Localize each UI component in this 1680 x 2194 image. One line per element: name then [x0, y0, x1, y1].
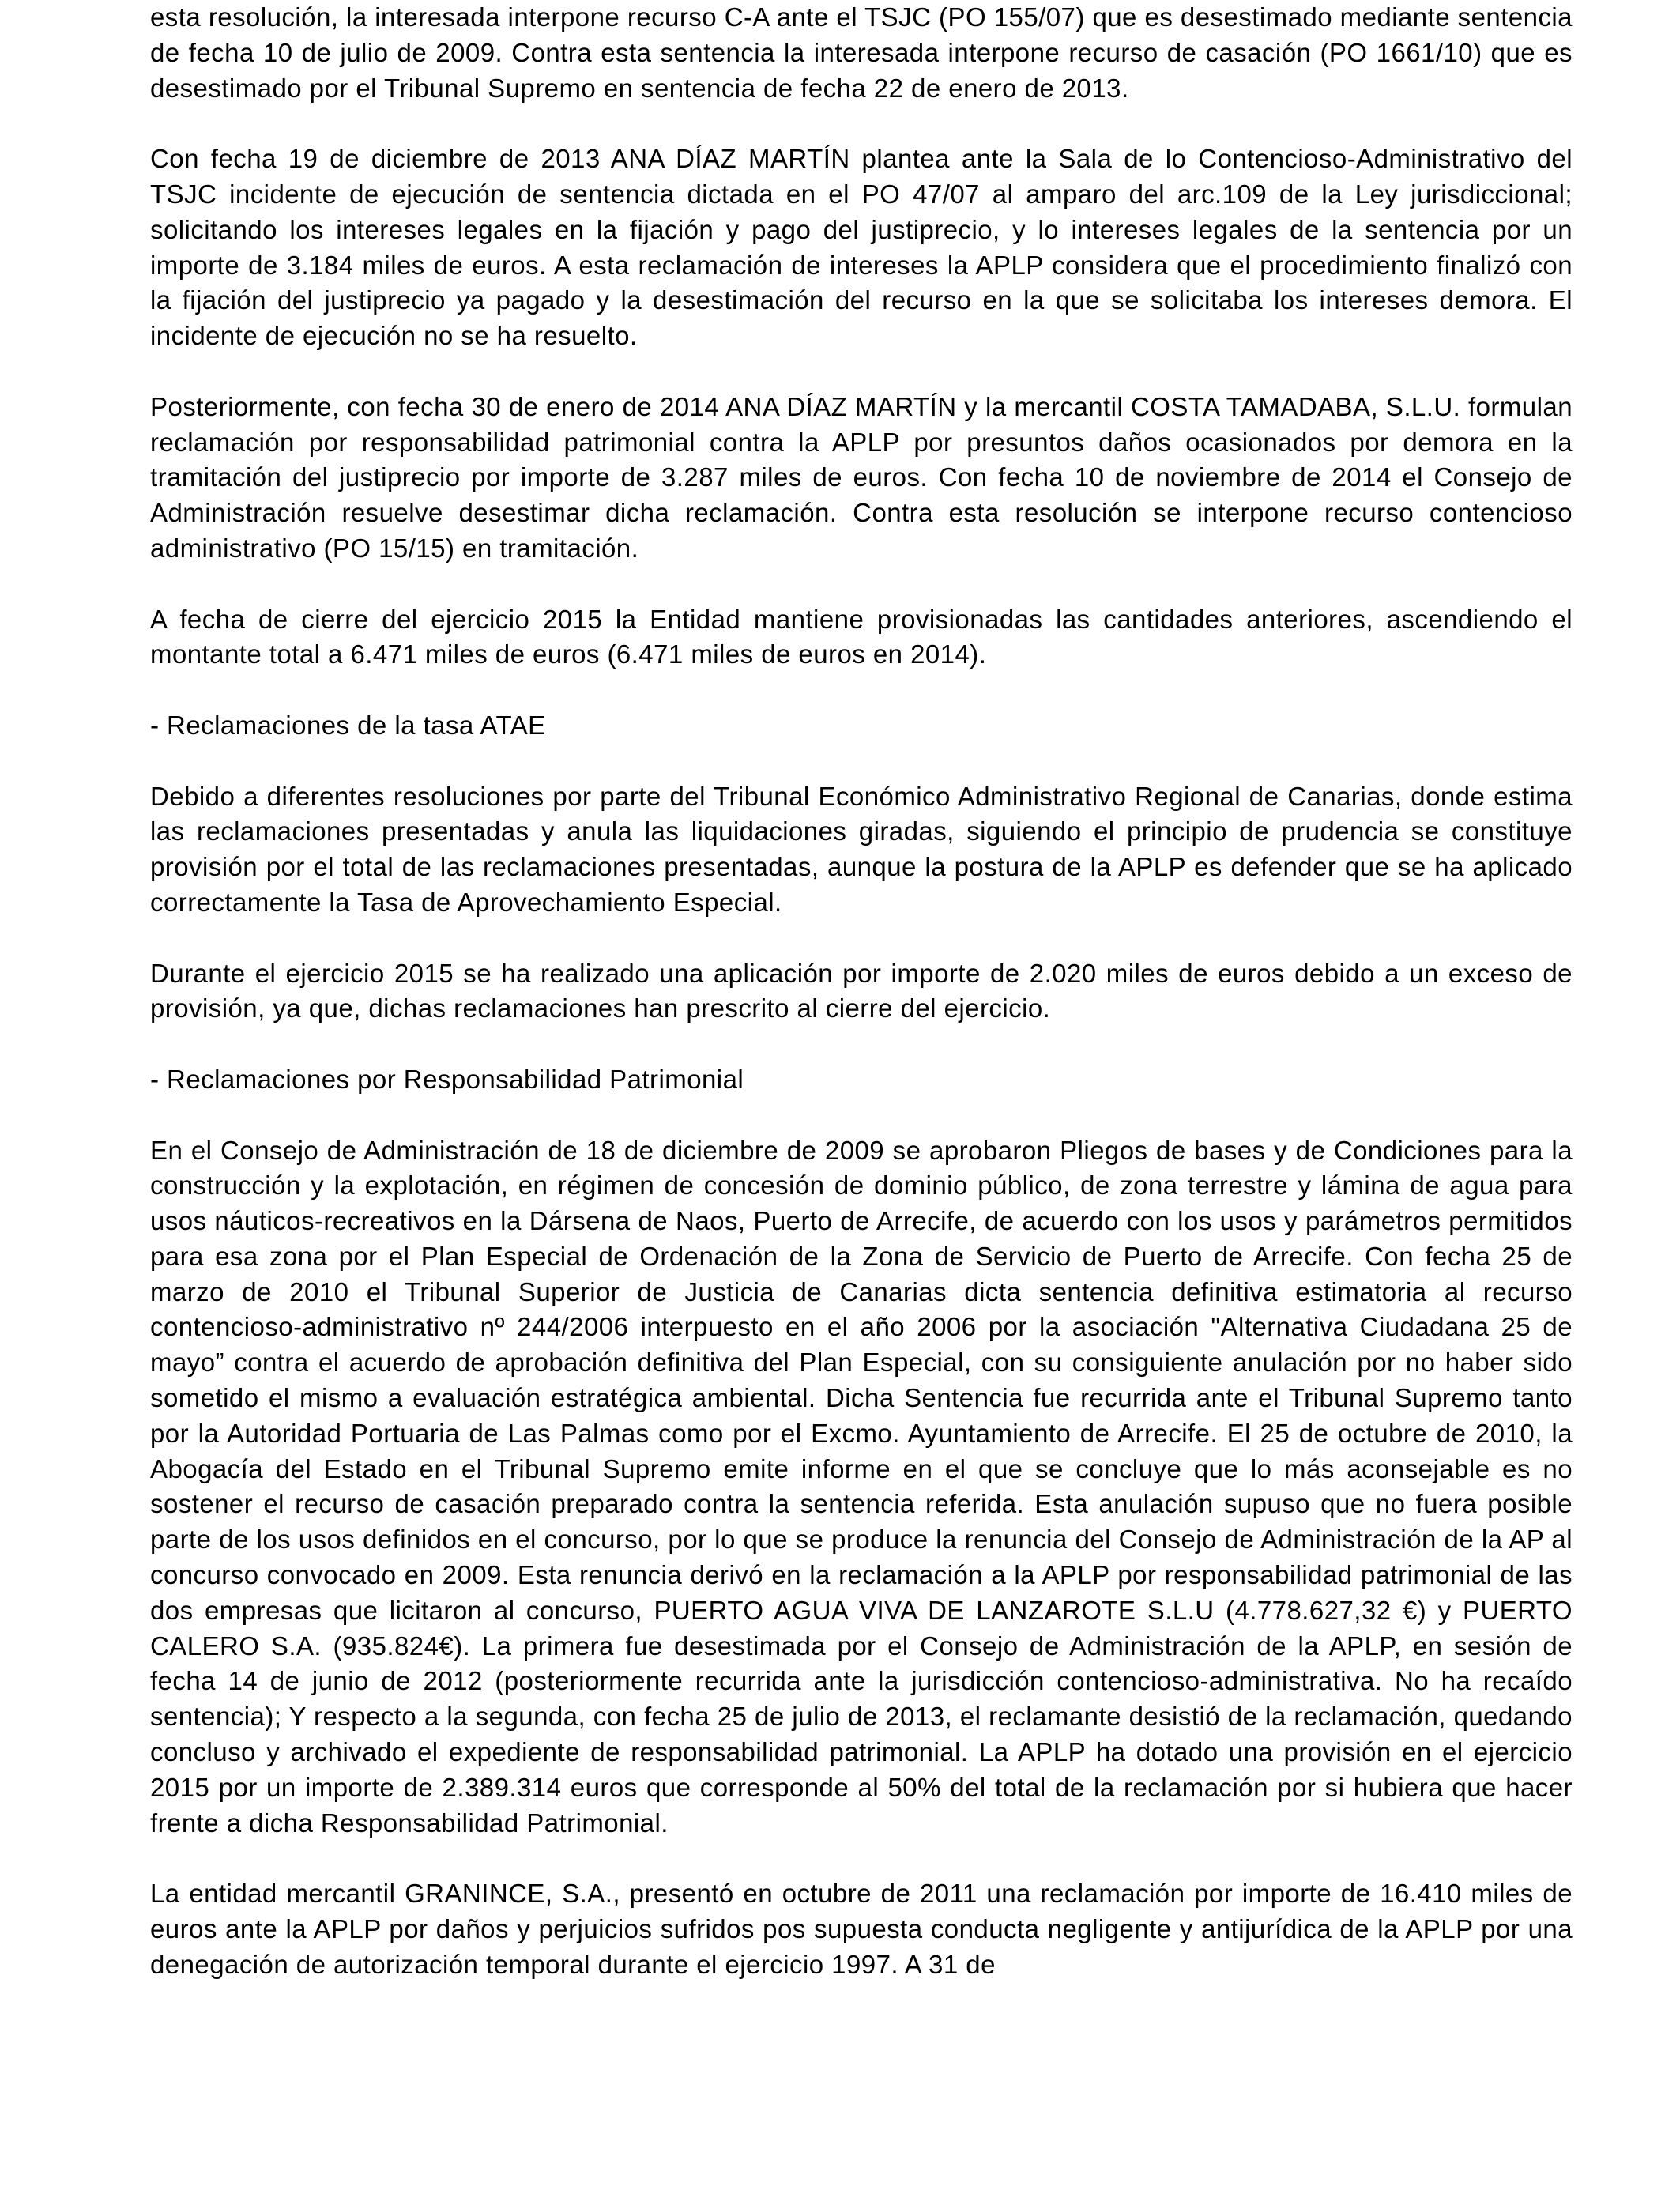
paragraph-incidente-ejecucion: Con fecha 19 de diciembre de 2013 ANA DÍAZ MARTÍN plantea ante la Sala de lo Contencioso-Administrativo del TSJC incidente de ejecución de sentencia dictada en el PO 47/07 al amparo del arc.109 de la Ley jurisdiccional; solicitando los intereses legales en la fijación y pago del justiprecio, y lo intereses legales de la sentencia por un importe de 3.184 miles de euros. A esta reclamación de intereses la APLP considera que el procedimiento finalizó con la fijación del justiprecio ya pagado y la desestimación del recurso en la que se solicitaba los intereses demora. El incidente de ejecución no se ha resuelto. [150, 144, 1573, 351]
paragraph-recurso-casacion: esta resolución, la interesada interpone recurso C-A ante el TSJC (PO 155/07) que es desestimado mediante sentencia de fecha 10 de julio de 2009. Contra esta sentencia la interesada interpone recurso de casación (PO 1661/10) que es desestimado por el Tribunal Supremo en sentencia de fecha 22 de enero de 2013. [150, 2, 1573, 103]
paragraph-resoluciones-teac: Debido a diferentes resoluciones por parte del Tribunal Económico Administrativo Regional de Canarias, donde estima las reclamaciones presentadas y anula las liquidaciones giradas, siguiendo el principio de prudencia se constituye provisión por el total de las reclamaciones presentadas, aunque la postura de la APLP es defender que se ha aplicado correctamente la Tasa de Aprovechamiento Especial. [150, 781, 1573, 917]
paragraph-aplicacion-provision: Durante el ejercicio 2015 se ha realizado una aplicación por importe de 2.020 miles de euros debido a un exceso de provisión, ya que, dichas reclamaciones han prescrito al cierre del ejercicio. [150, 958, 1573, 1023]
document-page [150, 0, 1573, 1983]
paragraph-provision-total: A fecha de cierre del ejercicio 2015 la Entidad mantiene provisionadas las cantidades anteriores, ascendiendo el montante total a 6.471 miles de euros (6.471 miles de euros en 2014). [150, 604, 1573, 669]
section-heading-tasa-atae: - Reclamaciones de la tasa ATAE [150, 710, 546, 740]
paragraph-reclamacion-costa-tamadaba: Posteriormente, con fecha 30 de enero de 2014 ANA DÍAZ MARTÍN y la mercantil COSTA TAMADABA, S.L.U. formulan reclamación por responsabilidad patrimonial contra la APLP por presuntos daños ocasionados por demora en la tramitación del justiprecio por importe de 3.287 miles de euros. Con fecha 10 de noviembre de 2014 el Consejo de Administración resuelve desestimar dicha reclamación. Contra esta resolución se interpone recurso contencioso administrativo (PO 15/15) en tramitación. [150, 391, 1573, 563]
paragraph-granince: La entidad mercantil GRANINCE, S.A., presentó en octubre de 2011 una reclamación por importe de 16.410 miles de euros ante la APLP por daños y perjuicios sufridos pos supuesta conducta negligente y antijurídica de la APLP por una denegación de autorización temporal durante el ejercicio 1997. A 31 de [150, 1879, 1573, 1979]
paragraph-darsena-de-naos: En el Consejo de Administración de 18 de diciembre de 2009 se aprobaron Pliegos de bases y de Condiciones para la construcción y la explotación, en régimen de concesión de dominio público, de zona terrestre y lámina de agua para usos náuticos-recreativos en la Dársena de Naos, Puerto de Arrecife, de acuerdo con los usos y parámetros permitidos para esa zona por el Plan Especial de Ordenación de la Zona de Servicio de Puerto de Arrecife. Con fecha 25 de marzo de 2010 el Tribunal Superior de Justicia de Canarias dicta sentencia definitiva estimatoria al recurso contencioso-administrativo nº 244/2006 interpuesto en el año 2006 por la asociación "Alternativa Ciudadana 25 de mayo” contra el acuerdo de aprobación definitiva del Plan Especial, con su consiguiente anulación por no haber sido sometido el mismo a evaluación estratégica ambiental. Dicha Sentencia fue recurrida ante el Tribunal Supremo tanto por la Autoridad Portuaria de Las Palmas como por el Excmo. Ayuntamiento de Arrecife. El 25 de octubre de 2010, la Abogacía del Estado en el Tribunal Supremo emite informe en el que se concluye que lo más aconsejable es no sostener el recurso de casación preparado contra la sentencia referida. Esta anulación supuso que no fuera posible parte de los usos definidos en el concurso, por lo que se produce la renuncia del Consejo de Administración de la AP al concurso convocado en 2009. Esta renuncia derivó en la reclamación a la APLP por responsabilidad patrimonial de las dos empresas que licitaron al concurso, PUERTO AGUA VIVA DE LANZAROTE S.L.U (4.778.627,32 €) y PUERTO CALERO S.A. (935.824€). La primera fue desestimada por el Consejo de Administración de la APLP, en sesión de fecha 14 de junio de 2012 (posteriormente recurrida ante la jurisdicción contencioso-administrativa. No ha recaído sentencia); Y respecto a la segunda, con fecha 25 de julio de 2013, el reclamante desistió de la reclamación, quedando concluso y archivado el expediente de responsabilidad patrimonial. La APLP ha dotado una provisión en el ejercicio 2015 por un importe de 2.389.314 euros que corresponde al 50% del total de la reclamación por si hubiera que hacer frente a dicha Responsabilidad Patrimonial. [150, 1135, 1573, 1838]
section-heading-responsabilidad-patrimonial: - Reclamaciones por Responsabilidad Patrimonial [150, 1064, 744, 1094]
